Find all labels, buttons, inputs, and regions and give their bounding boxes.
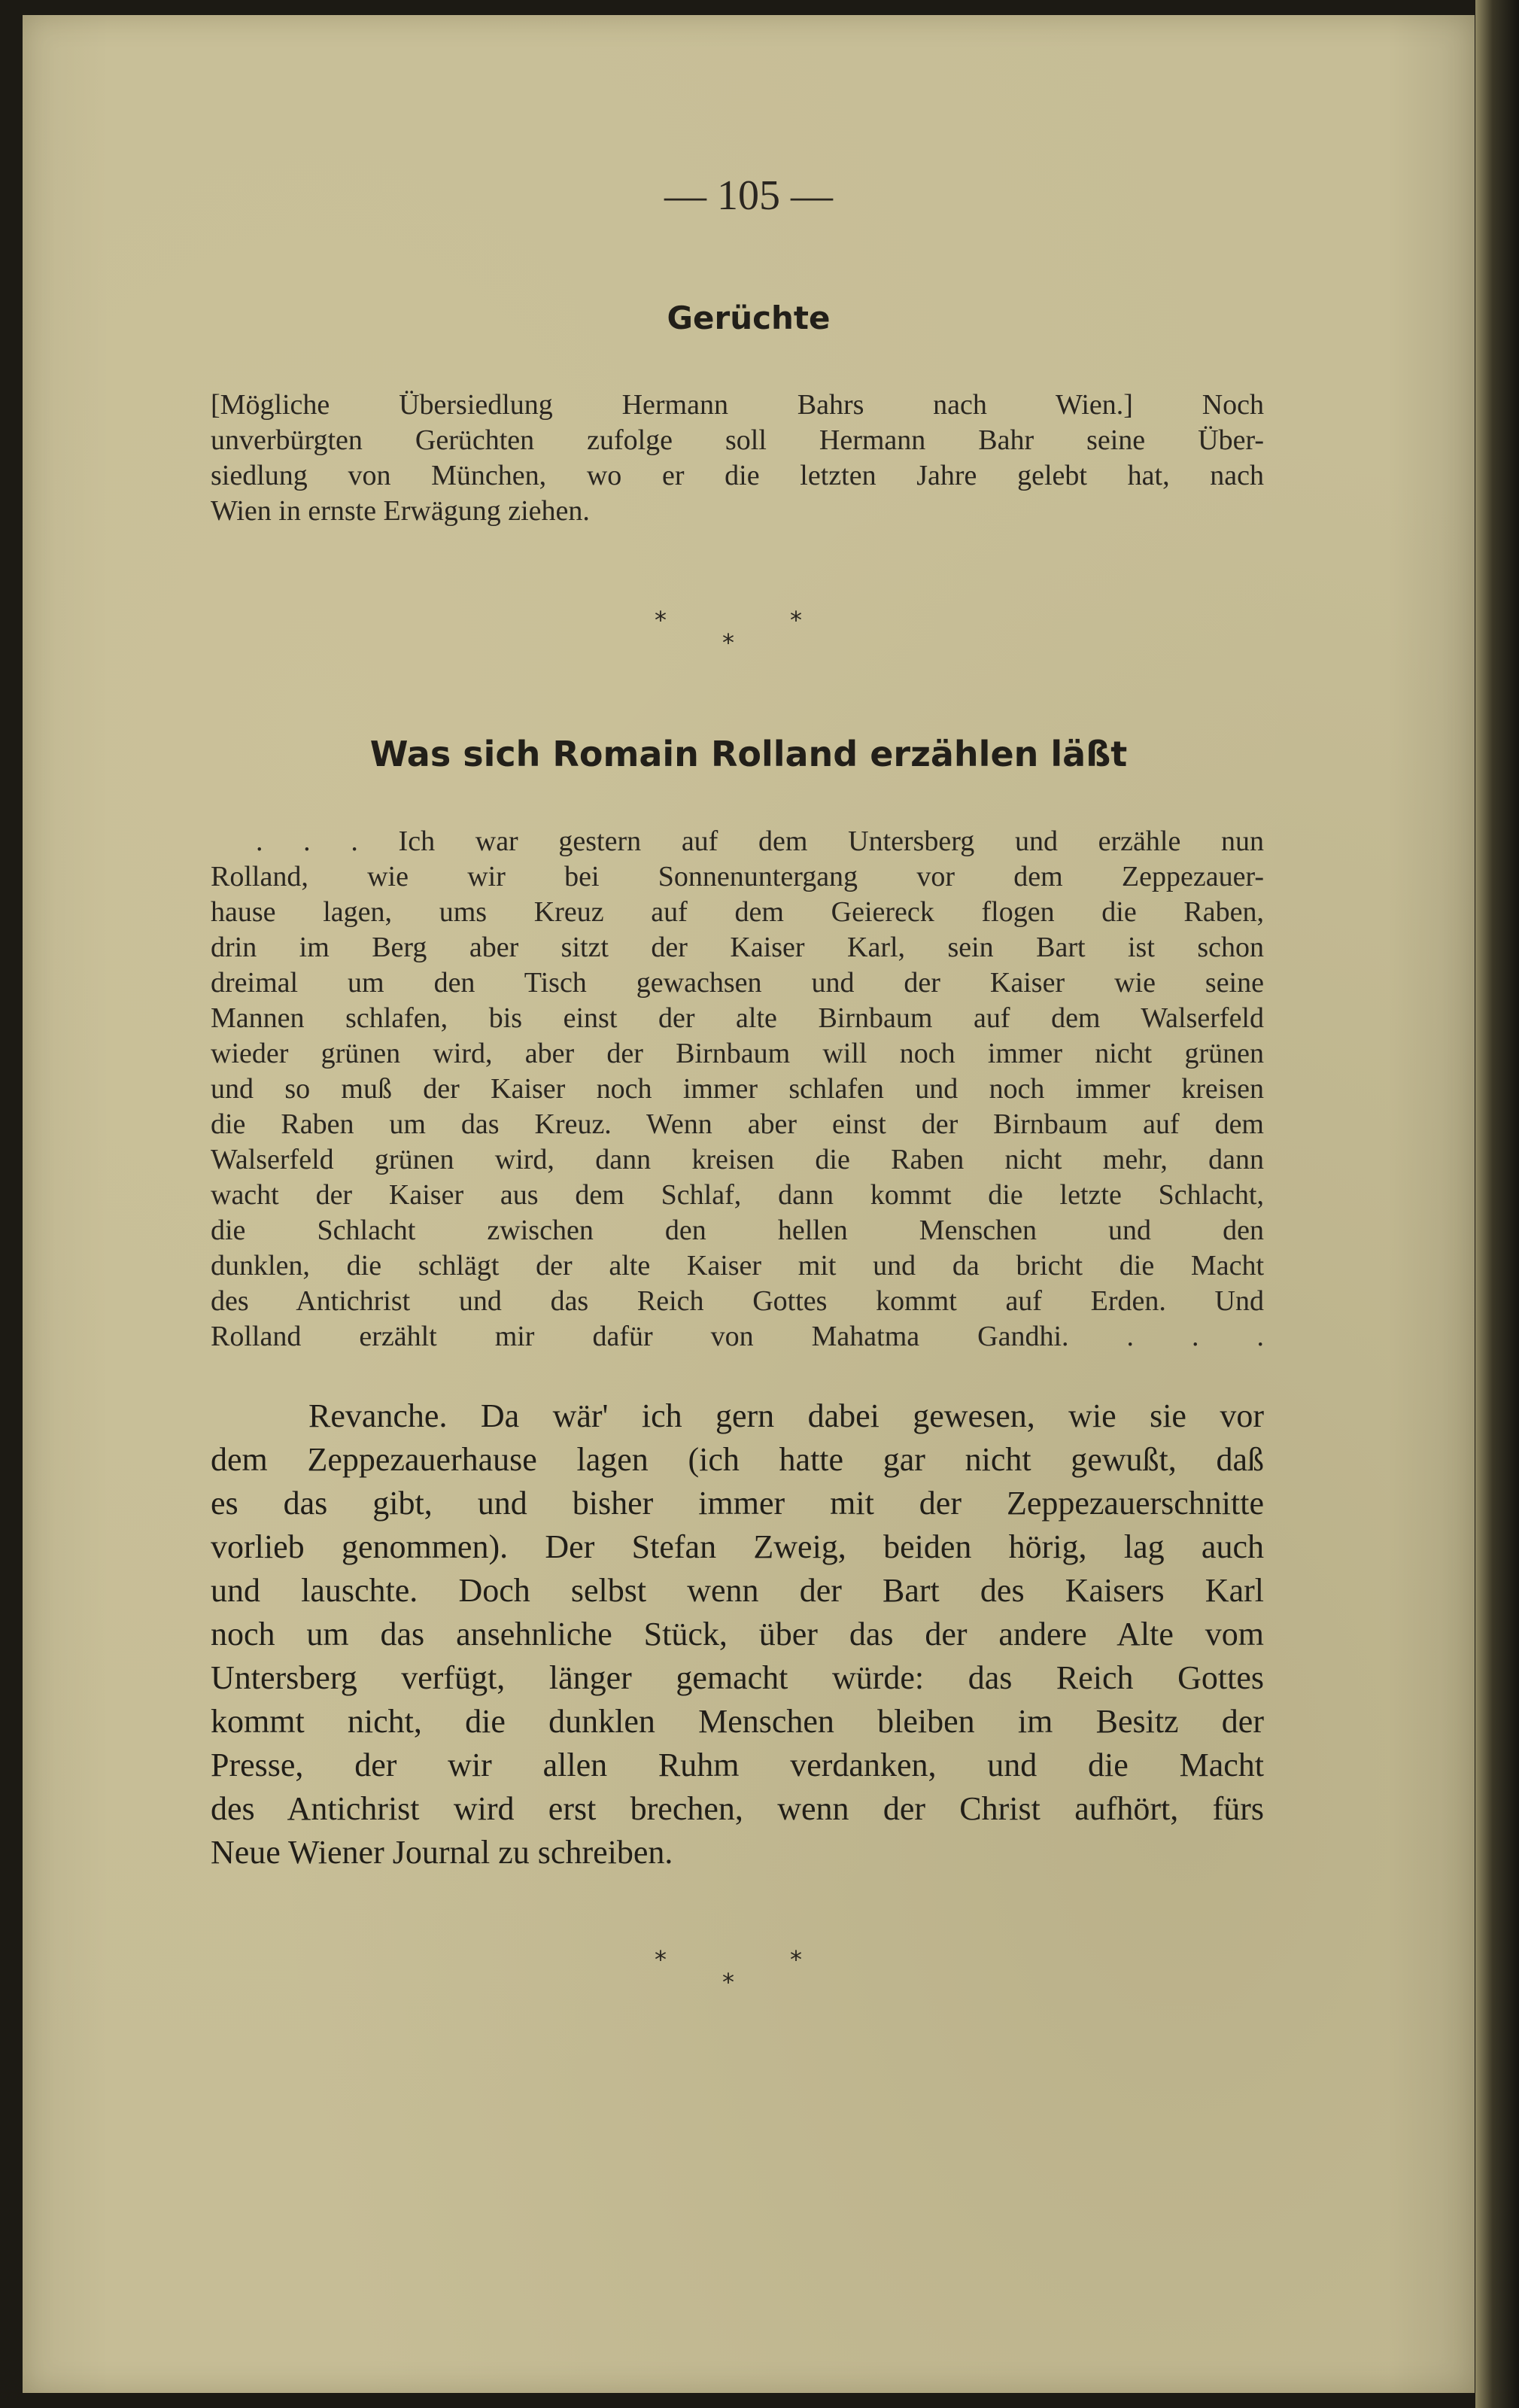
- page-number: — 105 —: [664, 172, 833, 219]
- text-line: Neue Wiener Journal zu schreiben.: [211, 1834, 673, 1871]
- divider-star: *: [722, 1968, 734, 1996]
- quote-paragraph: [211, 824, 1264, 1354]
- divider-star: *: [790, 1945, 802, 1974]
- text-line: kommt nicht, die dunklen Menschen bleiben im Besitz der: [211, 1703, 1264, 1740]
- text-line: siedlung von München, wo er die letzten Jahre gelebt hat, nach: [211, 460, 1264, 491]
- text-line: Rolland, wie wir bei Sonnenuntergang vor dem Zeppezauer-: [211, 861, 1264, 892]
- text-line: Rolland erzählt mir dafür von Mahatma Gandhi. . . .: [211, 1321, 1264, 1352]
- text-line: es das gibt, und bisher immer mit der Zeppezauerschnitte: [211, 1485, 1264, 1522]
- comment-paragraph: [211, 1394, 1264, 1874]
- divider-star: *: [722, 628, 734, 657]
- text-line: wacht der Kaiser aus dem Schlaf, dann kommt die letzte Schlacht,: [211, 1179, 1264, 1211]
- text-line: wieder grünen wird, aber der Birnbaum will noch immer nicht grünen: [211, 1038, 1264, 1069]
- text-line: dunklen, die schlägt der alte Kaiser mit und da bricht die Macht: [211, 1250, 1264, 1282]
- text-line: Revanche. Da wär' ich gern dabei gewesen, wie sie vor: [308, 1397, 1264, 1434]
- text-line: . . . Ich war gestern auf dem Untersberg und erzähle nun: [256, 825, 1264, 857]
- text-line: unverbürgten Gerüchten zufolge soll Hermann Bahr seine Über-: [211, 424, 1264, 456]
- text-line: und so muß der Kaiser noch immer schlafen und noch immer kreisen: [211, 1073, 1264, 1105]
- text-line: Wien in ernste Erwägung ziehen.: [211, 495, 590, 527]
- divider-star: *: [655, 606, 667, 634]
- text-line: [Mögliche Übersiedlung Hermann Bahrs nach Wien.] Noch: [211, 389, 1264, 421]
- text-line: drin im Berg aber sitzt der Kaiser Karl, sein Bart ist schon: [211, 932, 1264, 963]
- text-line: Walserfeld grünen wird, dann kreisen die Raben nicht mehr, dann: [211, 1144, 1264, 1175]
- text-line: des Antichrist wird erst brechen, wenn der Christ aufhört, fürs: [211, 1790, 1264, 1827]
- section-title-geruechte: Gerüchte: [667, 299, 831, 336]
- text-line: hause lagen, ums Kreuz auf dem Geiereck flogen die Raben,: [211, 896, 1264, 928]
- text-line: des Antichrist und das Reich Gottes kommt auf Erden. Und: [211, 1285, 1264, 1317]
- text-line: vorlieb genommen). Der Stefan Zweig, beiden hörig, lag auch: [211, 1528, 1264, 1565]
- book-page: [23, 15, 1475, 2393]
- text-line: Mannen schlafen, bis einst der alte Birnbaum auf dem Walserfeld: [211, 1002, 1264, 1034]
- section-title-rolland: Was sich Romain Rolland erzählen läßt: [369, 734, 1128, 774]
- text-line: noch um das ansehnliche Stück, über das der andere Alte vom: [211, 1616, 1264, 1652]
- text-line: dem Zeppezauerhause lagen (ich hatte gar nicht gewußt, daß: [211, 1441, 1264, 1478]
- text-line: dreimal um den Tisch gewachsen und der Kaiser wie seine: [211, 967, 1264, 999]
- text-line: Untersberg verfügt, länger gemacht würde: das Reich Gottes: [211, 1659, 1264, 1696]
- text-line: die Raben um das Kreuz. Wenn aber einst der Birnbaum auf dem: [211, 1108, 1264, 1140]
- text-line: und lauschte. Doch selbst wenn der Bart des Kaisers Karl: [211, 1572, 1264, 1609]
- paragraph-geruechte: [211, 388, 1264, 529]
- text-line: die Schlacht zwischen den hellen Menschen und den: [211, 1215, 1264, 1246]
- divider-star: *: [655, 1945, 667, 1974]
- book-spine-edge: [1475, 0, 1519, 2408]
- divider-star: *: [790, 606, 802, 634]
- text-line: Presse, der wir allen Ruhm verdanken, und die Macht: [211, 1747, 1264, 1783]
